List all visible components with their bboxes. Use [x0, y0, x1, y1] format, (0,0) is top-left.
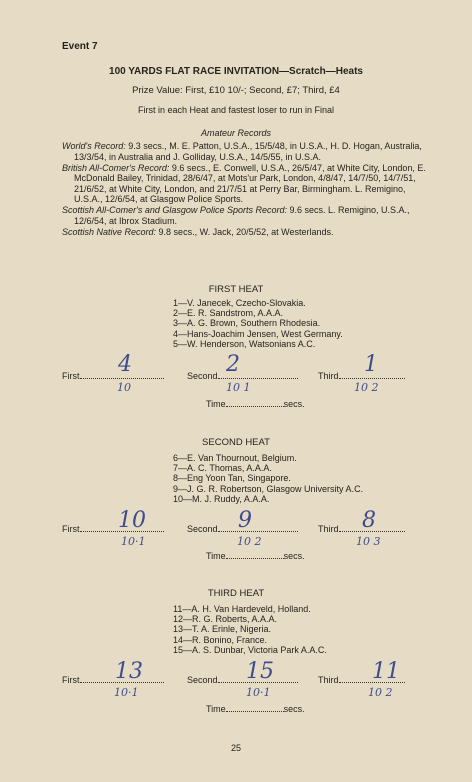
handwritten-first-time: 10·1 [114, 686, 139, 699]
entry: 1—V. Janecek, Czecho-Slovakia. [173, 298, 306, 308]
heat-title: FIRST HEAT [208, 284, 264, 295]
entry: 13—T. A. Erinle, Nigeria. [173, 624, 272, 635]
time-label: Time [206, 704, 226, 714]
handwritten-second-number: 15 [246, 659, 274, 684]
entry: 6—E. Van Thournout, Belgium. [173, 453, 297, 463]
entry: 10—M. J. Ruddy, A.A.A. [173, 493, 270, 504]
handwritten-first-number: 4 [118, 352, 132, 377]
handwritten-third-number: 8 [362, 508, 376, 533]
handwritten-first-number: 10 [118, 508, 146, 533]
entry: 7—A. C. Thomas, A.A.A. [173, 463, 272, 474]
time-field[interactable] [206, 398, 305, 409]
prize-value: Prize Value: First, £10 10/-; Second, £7; Third, £4 [132, 85, 340, 96]
entry: 2—E. R. Sandstrom, A.A.A. [173, 308, 284, 319]
record-scottish-native [62, 227, 434, 238]
record-text: 9.6 secs. L. Remigino, U.S.A., 12/6/54, at Ibrox Stadium. [74, 205, 410, 226]
handwritten-first-number: 13 [115, 659, 143, 684]
entry: 14—R. Bonino, France. [173, 634, 268, 645]
second-place-field[interactable] [187, 370, 298, 381]
first-place-field[interactable] [62, 674, 164, 685]
entry: 8—Eng Yoon Tan, Singapore. [173, 473, 291, 484]
time-field[interactable] [206, 703, 305, 714]
secs-label: secs. [283, 704, 305, 714]
record-label: British All-Comer's Record: [62, 162, 170, 173]
records-list [62, 141, 434, 238]
handwritten-third-number: 1 [364, 352, 378, 377]
handwritten-third-time: 10 2 [354, 381, 379, 394]
handwritten-third-number: 11 [372, 659, 400, 684]
heat-title: SECOND HEAT [202, 437, 270, 448]
record-text: 9.6 secs., E. Conwell, U.S.A., 26/5/47, at White City, London, E. McDonald Bailey, Trinidad, 28/6/47, at Mots'ur Park, London, 4/8/47, 14/7/50, 14/7/51, 21/6/52, at White City, London, and 21/7/51 at Perry Bar, Birmingham. L. Remigino, U.S.A., 12/6/54, at Glasgow Police Sports. [74, 162, 426, 204]
first-place-field[interactable] [62, 370, 164, 381]
event-number: Event 7 [62, 41, 98, 52]
first-label: First [62, 524, 80, 534]
third-label: Third [318, 371, 339, 381]
time-label: Time [206, 551, 226, 561]
first-label: First [62, 675, 80, 685]
record-scottish-allcomers [62, 205, 434, 226]
handwritten-first-time: 10 [117, 381, 131, 394]
first-place-field[interactable] [62, 523, 164, 534]
time-field[interactable] [206, 550, 305, 561]
secs-label: secs. [283, 551, 305, 561]
record-label: Scottish Native Record: [62, 226, 157, 237]
handwritten-second-time: 10 1 [226, 381, 251, 394]
handwritten-third-time: 10 2 [368, 686, 393, 699]
record-world [62, 141, 434, 162]
heat-entries [173, 298, 343, 349]
first-label: First [62, 371, 80, 381]
entry: 11—A. H. Van Hardeveld, Holland. [173, 604, 311, 614]
handwritten-second-time: 10·1 [246, 686, 271, 699]
secs-label: secs. [283, 399, 305, 409]
record-label: Scottish All-Comer's and Glasgow Police Sports Record: [62, 205, 287, 215]
handwritten-first-time: 10·1 [121, 535, 146, 548]
third-label: Third [318, 675, 339, 685]
race-title: 100 YARDS FLAT RACE INVITATION—Scratch—Heats [109, 66, 363, 77]
heat-title: THIRD HEAT [207, 588, 265, 599]
third-label: Third [318, 524, 339, 534]
record-label: World's Record: [62, 141, 126, 151]
second-label: Second [187, 524, 218, 534]
record-text: 9.3 secs., M. E. Patton, U.S.A., 15/5/48, in U.S.A., H. D. Hogan, Australia, 13/3/54, in Australia and J. Golliday, U.S.A., 14/5/55, in U.S.A. [74, 141, 422, 162]
heat-entries [173, 453, 363, 504]
handwritten-second-number: 2 [226, 352, 240, 377]
second-label: Second [187, 371, 218, 381]
time-label: Time [206, 399, 226, 409]
handwritten-second-time: 10 2 [237, 535, 262, 548]
page-number: 25 [230, 743, 241, 753]
entry: 3—A. G. Brown, Southern Rhodesia. [173, 318, 321, 329]
entry: 5—W. Henderson, Watsonians A.C. [173, 338, 316, 349]
handwritten-second-number: 9 [238, 508, 252, 533]
entry: 15—A. S. Dunbar, Victoria Park A.A.C. [173, 644, 327, 655]
record-british [62, 163, 434, 205]
second-place-field[interactable] [187, 674, 298, 685]
entry: 9—J. G. R. Robertson, Glasgow University A.C. [173, 483, 364, 494]
heat-entries [173, 604, 327, 655]
records-heading: Amateur Records [200, 128, 272, 138]
entry: 4—Hans-Joachim Jensen, West Germany. [173, 328, 343, 339]
second-label: Second [187, 675, 218, 685]
record-text: 9.8 secs., W. Jack, 20/5/52, at Westerlands. [156, 226, 334, 237]
qualification-note: First in each Heat and fastest loser to run in Final [137, 105, 335, 115]
third-place-field[interactable] [318, 370, 405, 381]
handwritten-third-time: 10 3 [356, 535, 381, 548]
entry: 12—R. G. Roberts, A.A.A. [173, 614, 278, 625]
